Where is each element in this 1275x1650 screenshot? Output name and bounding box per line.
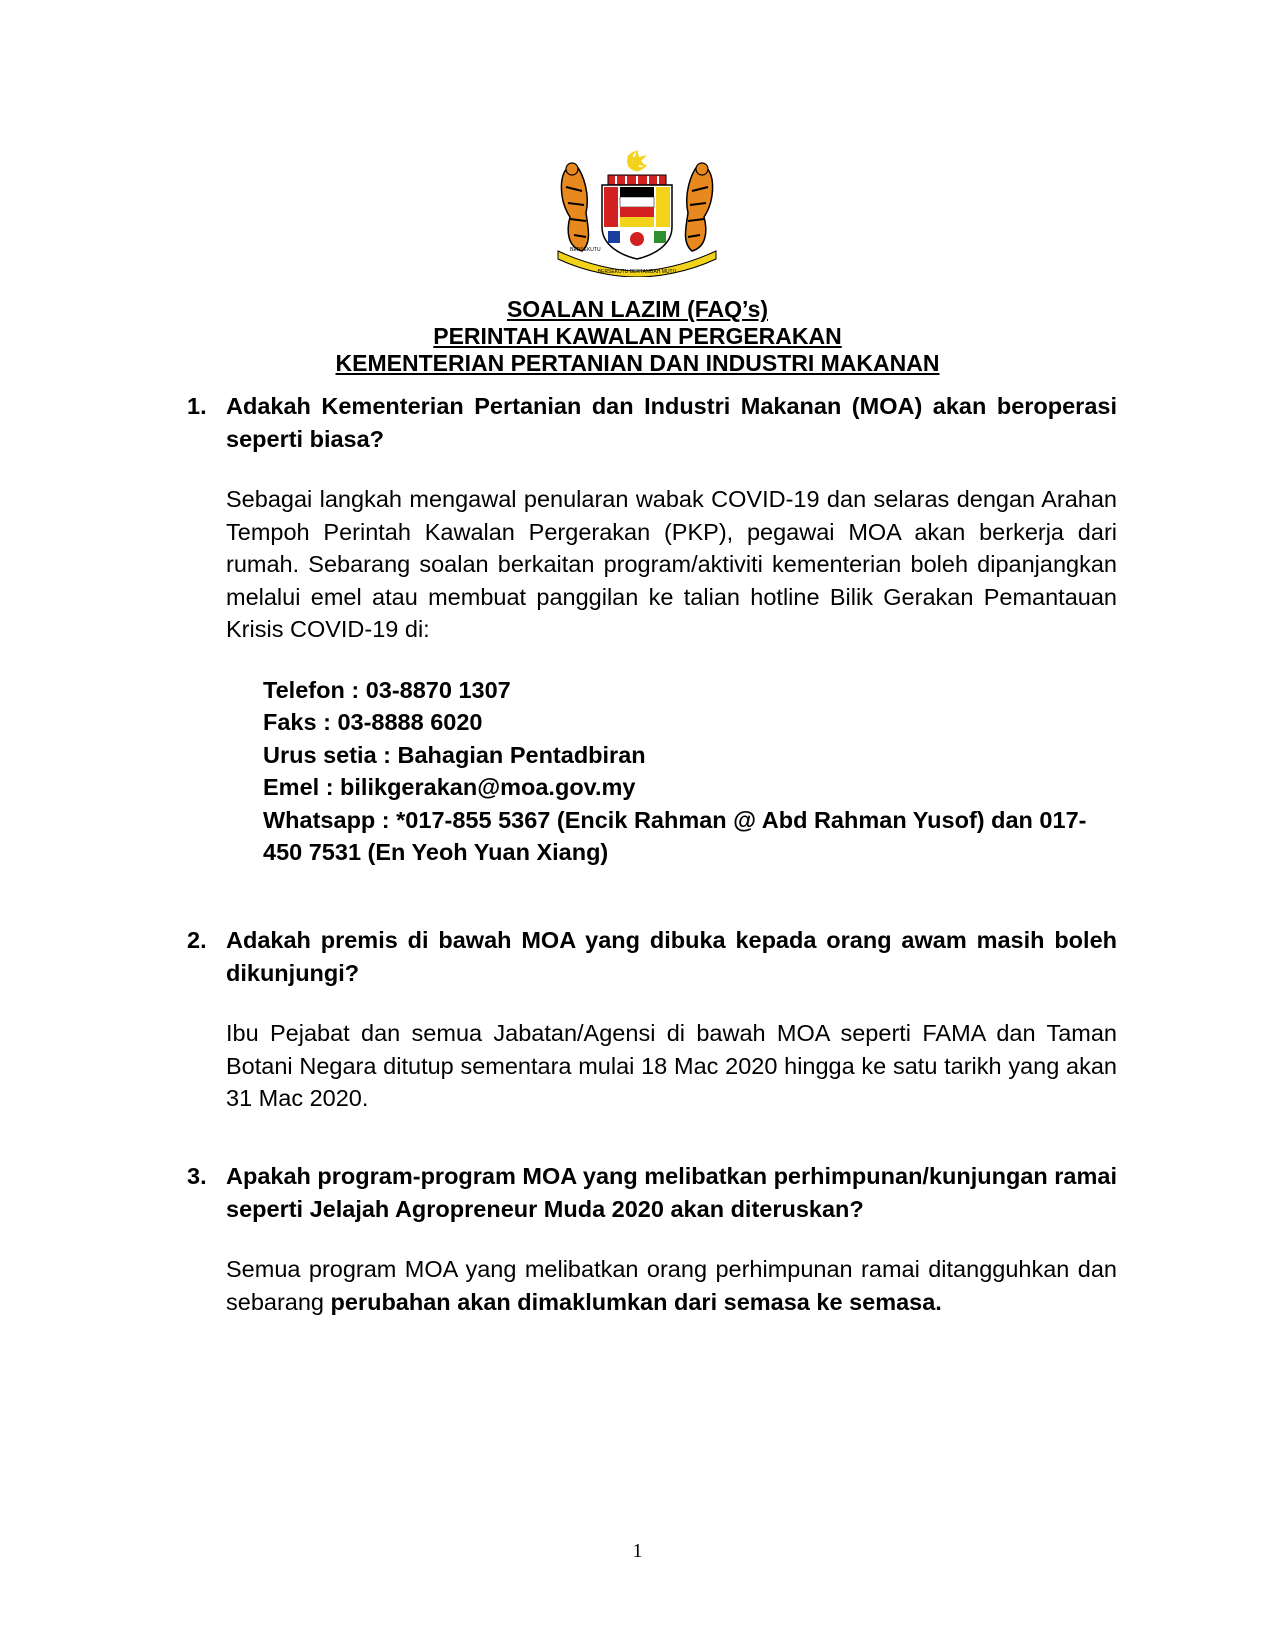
- contact-phone: Telefon : 03-8870 1307: [263, 676, 511, 703]
- faq-number: 1.: [187, 393, 207, 419]
- contact-list: [263, 674, 1117, 869]
- contact-fax: Faks : 03-8888 6020: [263, 709, 483, 735]
- contact-secretariat: Urus setia : Bahagian Pentadbiran: [263, 741, 646, 768]
- faq-question-text: Adakah premis di bawah MOA yang dibuka kepada orang awam masih boleh dikunjungi?: [226, 927, 1117, 986]
- title-line-1: SOALAN LAZIM (FAQ’s): [506, 296, 769, 322]
- faq-answer-plain: Semua program MOA yang melibatkan orang perhimpunan ramai ditangguhkan dan sebarang: [226, 1256, 1117, 1315]
- contact-email: Emel : bilikgerakan@moa.gov.my: [263, 774, 636, 800]
- faq-question-2: [187, 924, 1117, 989]
- crest-caption-left: BERSEKUTU: [570, 247, 601, 253]
- page-number: 1: [632, 1540, 643, 1562]
- faq-item-1: [187, 390, 1117, 869]
- document-title: [0, 296, 1275, 377]
- faq-question-3: [187, 1160, 1117, 1225]
- faq-number: 2.: [187, 927, 207, 953]
- faq-question-text: Apakah program-program MOA yang melibatkan perhimpunan/kunjungan ramai seperti Jelajah Agropreneur Muda 2020 akan diteruskan?: [226, 1163, 1117, 1222]
- title-line-2: PERINTAH KAWALAN PERGERAKAN: [433, 323, 842, 349]
- faq-item-2: [187, 924, 1117, 1115]
- faq-answer-3: [226, 1253, 1117, 1318]
- malaysia-coat-of-arms: [548, 147, 726, 277]
- title-line-3: KEMENTERIAN PERTANIAN DAN INDUSTRI MAKANAN: [335, 350, 940, 376]
- faq-answer-2: Ibu Pejabat dan semua Jabatan/Agensi di bawah MOA seperti FAMA dan Taman Botani Negara ditutup sementara mulai 18 Mac 2020 hingga ke satu tarikh yang akan 31 Mac 2020.: [226, 1020, 1117, 1111]
- faq-question-text: Adakah Kementerian Pertanian dan Industri Makanan (MOA) akan beroperasi seperti biasa?: [226, 393, 1117, 452]
- faq-question-1: [187, 390, 1117, 455]
- contact-whatsapp: Whatsapp : *017-855 5367 (Encik Rahman @ Abd Rahman Yusof) dan 017-450 7531 (En Yeoh Yuan Xiang): [263, 806, 1087, 865]
- faq-answer-1: Sebagai langkah mengawal penularan wabak COVID-19 dan selaras dengan Arahan Tempoh Perintah Kawalan Pergerakan (PKP), pegawai MOA akan berkerja dari rumah. Sebarang soalan berkaitan program/aktiviti kementerian boleh dipanjangkan melalui emel atau membuat panggilan ke talian hotline Bilik Gerakan Pemantauan Krisis COVID-19 di:: [226, 486, 1117, 642]
- faq-answer-bold: perubahan akan dimaklumkan dari semasa ke semasa.: [330, 1288, 942, 1315]
- faq-number: 3.: [187, 1163, 207, 1189]
- crest-caption-bottom: BERSEKUTU BERTAMBAH MUTU: [597, 269, 677, 275]
- faq-item-3: [187, 1160, 1117, 1318]
